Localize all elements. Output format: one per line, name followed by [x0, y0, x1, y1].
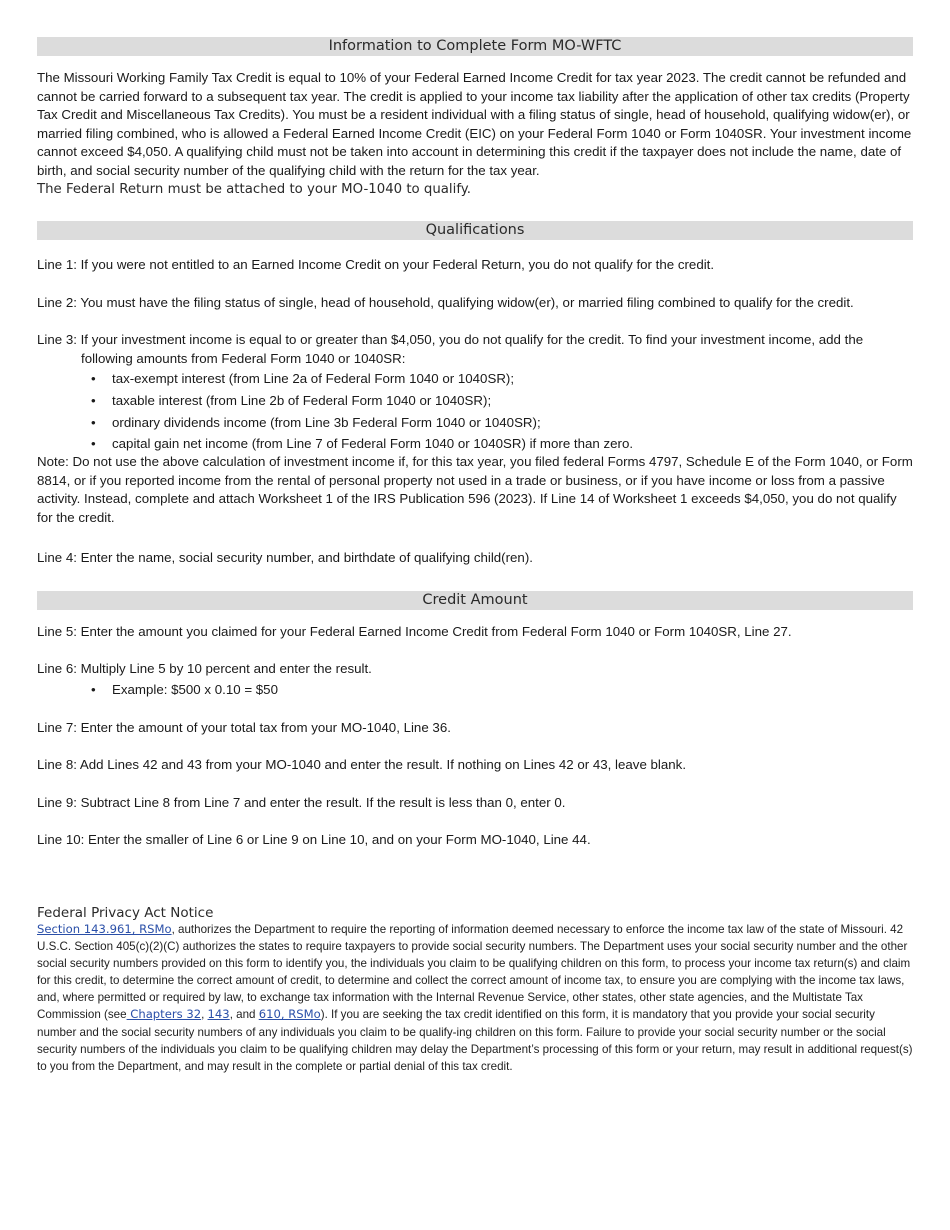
line6-text: Line 6: Multiply Line 5 by 10 percent and enter the result. [37, 661, 372, 676]
qualifications-heading: Qualifications [37, 221, 913, 240]
list-item: • taxable interest (from Line 2b of Federal Form 1040 or 1040SR); [37, 390, 913, 412]
list-item: • ordinary dividends income (from Line 3b Federal Form 1040 or 1040SR); [37, 412, 913, 434]
separator: , [201, 1008, 208, 1022]
line10-text: Line 10: Enter the smaller of Line 6 or Line 9 on Line 10, and on your Form MO-1040, Line 44. [37, 832, 591, 847]
privacy-text: ). If you are seeking the tax credit identified on this form, it is mandatory that you provide your social security number and the social security numbers of any individuals you claim to be qualify-ing children on this form. Failure to provide your social security number or the social security numbers of the individuals you claim to be qualifying children may delay the Department’s processing of this form or your return, may result in additional request(s) to you from the Department, and may result in the complete or partial denial of this tax credit. [37, 1008, 913, 1073]
page-title: Information to Complete Form MO-WFTC [37, 37, 913, 56]
line4-text: Line 4: Enter the name, social security number, and birthdate of qualifying child(ren). [37, 550, 533, 565]
privacy-paragraph [37, 921, 913, 1075]
line4-instruction [37, 549, 913, 568]
section-143-961-link[interactable]: Section 143.961, RSMo [37, 922, 172, 936]
chapter-143-link[interactable]: 143 [207, 1007, 230, 1022]
line7-instruction [37, 719, 913, 738]
line2-text: Line 2: You must have the filing status of single, head of household, qualifying widow(er), or married filing combined to qualify for the credit. [37, 295, 854, 310]
line1-instruction [37, 256, 913, 275]
privacy-text: , authorizes the Department to require the reporting of information deemed necessary to enforce the income tax law of the state of Missouri. 42 U.S.C. Section 405(c)(2)(C) authorizes the states to require taxpayers to provide social security numbers. The Department uses your social security number and the other social security numbers provided on this form to identify you, the individuals you claim to be qualifying children on this form, to process your income tax return(s) and claim for this credit, to determine the correct amount of credit, to determine and collect the correct amount of income tax, to ensure you are complying with the income tax laws, and, where permitted or required by law, to exchange tax information with the Internal Revenue Service, other states, other state agencies, and the Multistate Tax Commission (see [37, 923, 911, 1022]
line2-instruction [37, 294, 913, 313]
privacy-section [37, 905, 913, 1075]
line6-example-list [37, 679, 913, 701]
chapter-610-link[interactable]: 610, RSMo [258, 1007, 321, 1022]
credit-amount-band [37, 591, 913, 610]
investment-income-note: Note: Do not use the above calculation of investment income if, for this tax year, you filed federal Forms 4797, Schedule E of the Form 1040, or Form 8814, or if you reported income from the rental of personal property not used in a trade or business, or if you have income or loss from a passive activity. Instead, complete and attach Worksheet 1 of the IRS Publication 596 (2023). If Line 14 of Worksheet 1 exceeds $4,050, you do not qualify for the credit. [37, 454, 913, 525]
privacy-heading: Federal Privacy Act Notice [37, 905, 214, 921]
line7-text: Line 7: Enter the amount of your total tax from your MO-1040, Line 36. [37, 720, 451, 735]
line8-instruction [37, 756, 913, 775]
credit-amount-heading: Credit Amount [37, 591, 913, 610]
line6-instruction [37, 660, 913, 701]
list-item: • Example: $500 x 0.10 = $50 [37, 679, 913, 701]
line3-instruction [37, 331, 913, 528]
line9-text: Line 9: Subtract Line 8 from Line 7 and enter the result. If the result is less than 0, enter 0. [37, 795, 566, 810]
list-item: • tax-exempt interest (from Line 2a of Federal Form 1040 or 1040SR); [37, 368, 913, 390]
intro-paragraph: The Missouri Working Family Tax Credit is equal to 10% of your Federal Earned Income Credit for tax year 2023. The credit cannot be refunded and cannot be carried forward to a subsequent tax year. The credit is applied to your income tax liability after the application of other tax credits (Property Tax Credit and Miscellaneous Tax Credits). You must be a resident individual with a filing status of single, head of household, qualifying widow(er), or married filing combined, who is allowed a Federal Earned Income Credit (EIC) on your Federal Form 1040 or Form 1040SR. Your investment income cannot exceed $4,050. A qualifying child must not be taken into account in determining this credit if the taxpayer does not include the name, date of birth, and social security number of the qualifying child with the return for the tax year. [37, 70, 912, 178]
line5-instruction [37, 623, 913, 642]
line3-text: Line 3: If your investment income is equal to or greater than $4,050, you do not qualify for the credit. To find your investment income, add the following amounts from Federal Form 1040 or 1040SR: [37, 332, 864, 366]
qualifications-band [37, 221, 913, 240]
list-item: • capital gain net income (from Line 7 of Federal Form 1040 or 1040SR) if more than zero. [37, 434, 913, 453]
header-band [37, 37, 913, 56]
chapter-32-link[interactable]: Chapters 32 [126, 1007, 202, 1022]
line9-instruction [37, 794, 913, 813]
separator: , and [229, 1008, 259, 1022]
line1-text: Line 1: If you were not entitled to an Earned Income Credit on your Federal Return, you do not qualify for the credit. [37, 257, 715, 272]
line10-instruction [37, 831, 913, 850]
line8-text: Line 8: Add Lines 42 and 43 from your MO-1040 and enter the result. If nothing on Lines 42 or 43, leave blank. [37, 757, 687, 772]
attach-note: The Federal Return must be attached to your MO-1040 to qualify. [37, 181, 471, 197]
intro-section [37, 69, 913, 199]
investment-income-list [37, 368, 913, 453]
line5-text: Line 5: Enter the amount you claimed for your Federal Earned Income Credit from Federal Form 1040 or Form 1040SR, Line 27. [37, 624, 792, 639]
